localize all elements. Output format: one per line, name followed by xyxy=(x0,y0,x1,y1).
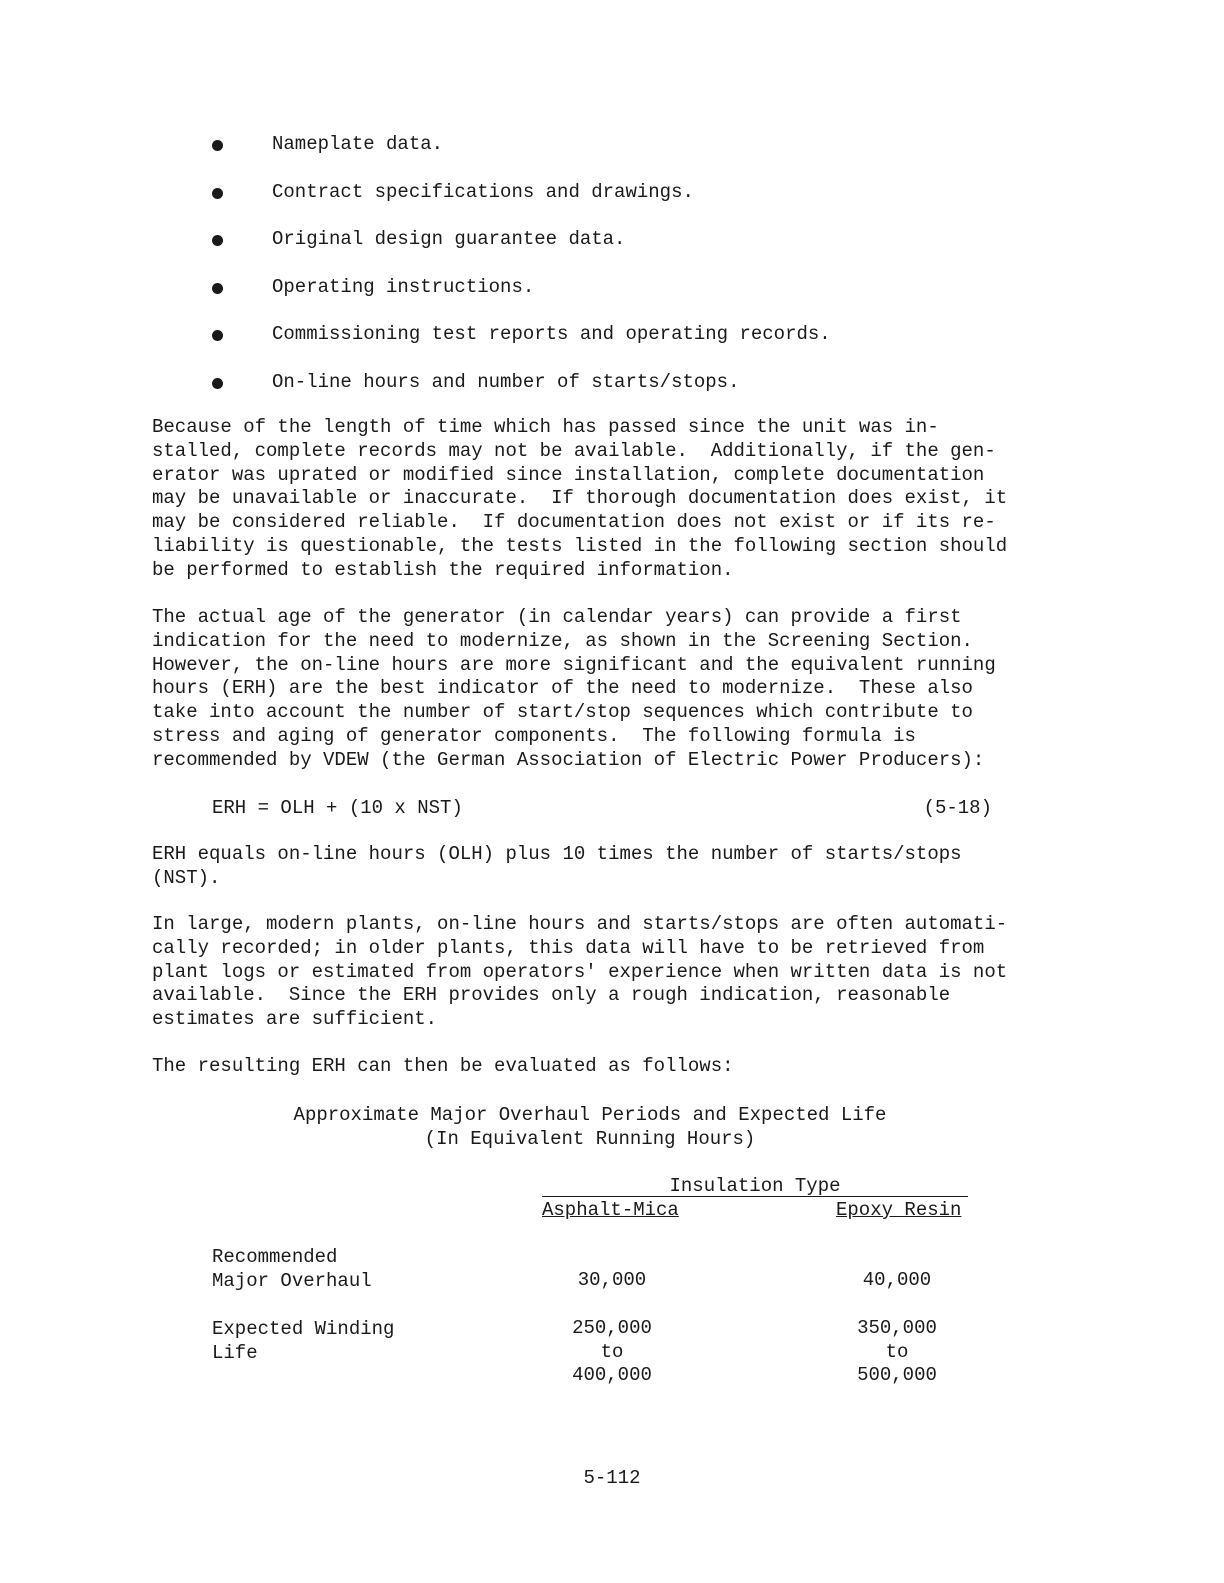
bullet-icon xyxy=(212,235,223,246)
page-number: 5-112 xyxy=(583,1467,641,1489)
records-paragraph: Because of the length of time which has passed since the unit was in- stalled, complete records may not be available. Additionally, if the gen- erator was uprated or modified since installation, complete documentation may be unavailable or inaccurate. If thorough documentation does exist, it may be considered reliable. If documentation does not exist or if its re- liability is questionable, the tests listed in the following section should be performed to establish the required information. xyxy=(152,416,1008,581)
bullet-icon xyxy=(212,188,223,199)
table-cell: 40,000 xyxy=(862,1269,932,1291)
bullet-icon xyxy=(212,140,223,151)
bullet-icon xyxy=(212,378,223,389)
list-item-text: Commissioning test reports and operating records. xyxy=(272,323,831,345)
large-plants-paragraph: In large, modern plants, on-line hours and starts/stops are often automati- cally recorded; in older plants, this data will have to be retrieved from plant logs or estimated from operators' experience when written data is not available. Since the ERH provides only a rough indication, reasonable estimates are sufficient. xyxy=(152,913,1008,1031)
bullet-icon xyxy=(212,283,223,294)
table-cell: 250,000 to 400,000 xyxy=(572,1317,652,1387)
erh-definition-paragraph: ERH equals on-line hours (OLH) plus 10 times the number of starts/stops (NST). xyxy=(152,843,962,889)
evaluation-intro-paragraph: The resulting ERH can then be evaluated as follows: xyxy=(152,1055,734,1077)
column-header-epoxy-resin: Epoxy Resin xyxy=(836,1199,962,1221)
table-cell: 30,000 xyxy=(577,1269,647,1291)
table-title-line: Approximate Major Overhaul Periods and Expected Life xyxy=(293,1104,887,1126)
row-label-winding-life: Expected Winding Life xyxy=(212,1318,395,1364)
list-item-text: Contract specifications and drawings. xyxy=(272,180,694,203)
row-label-major-overhaul: Recommended Major Overhaul xyxy=(212,1246,372,1292)
equation-number: (5-18) xyxy=(923,797,992,819)
formula-expression: ERH = OLH + (10 x NST) xyxy=(212,797,463,819)
column-header-asphalt-mica: Asphalt-Mica xyxy=(542,1199,679,1221)
bullet-icon xyxy=(212,330,223,341)
list-item-text: Nameplate data. xyxy=(272,133,444,155)
table-cell: 350,000 to 500,000 xyxy=(857,1317,937,1387)
insulation-type-header: Insulation Type xyxy=(542,1174,968,1197)
list-item-text: Original design guarantee data. xyxy=(272,228,626,250)
table-title xyxy=(152,1103,1028,1151)
age-paragraph: The actual age of the generator (in calendar years) can provide a first indication for the need to modernize, as shown in the Screening Section. However, the on-line hours are more significant and the equivalent running hours (ERH) are the best indicator of the need to modernize. These also take into account the number of start/stop sequences which contribute to stress and aging of generator components. The following formula is recommended by VDEW (the German Association of Electric Power Producers): xyxy=(152,606,996,771)
list-item-text: On-line hours and number of starts/stops. xyxy=(272,370,740,393)
table-subtitle-line: (In Equivalent Running Hours) xyxy=(424,1128,756,1150)
list-item-text: Operating instructions. xyxy=(272,275,535,298)
